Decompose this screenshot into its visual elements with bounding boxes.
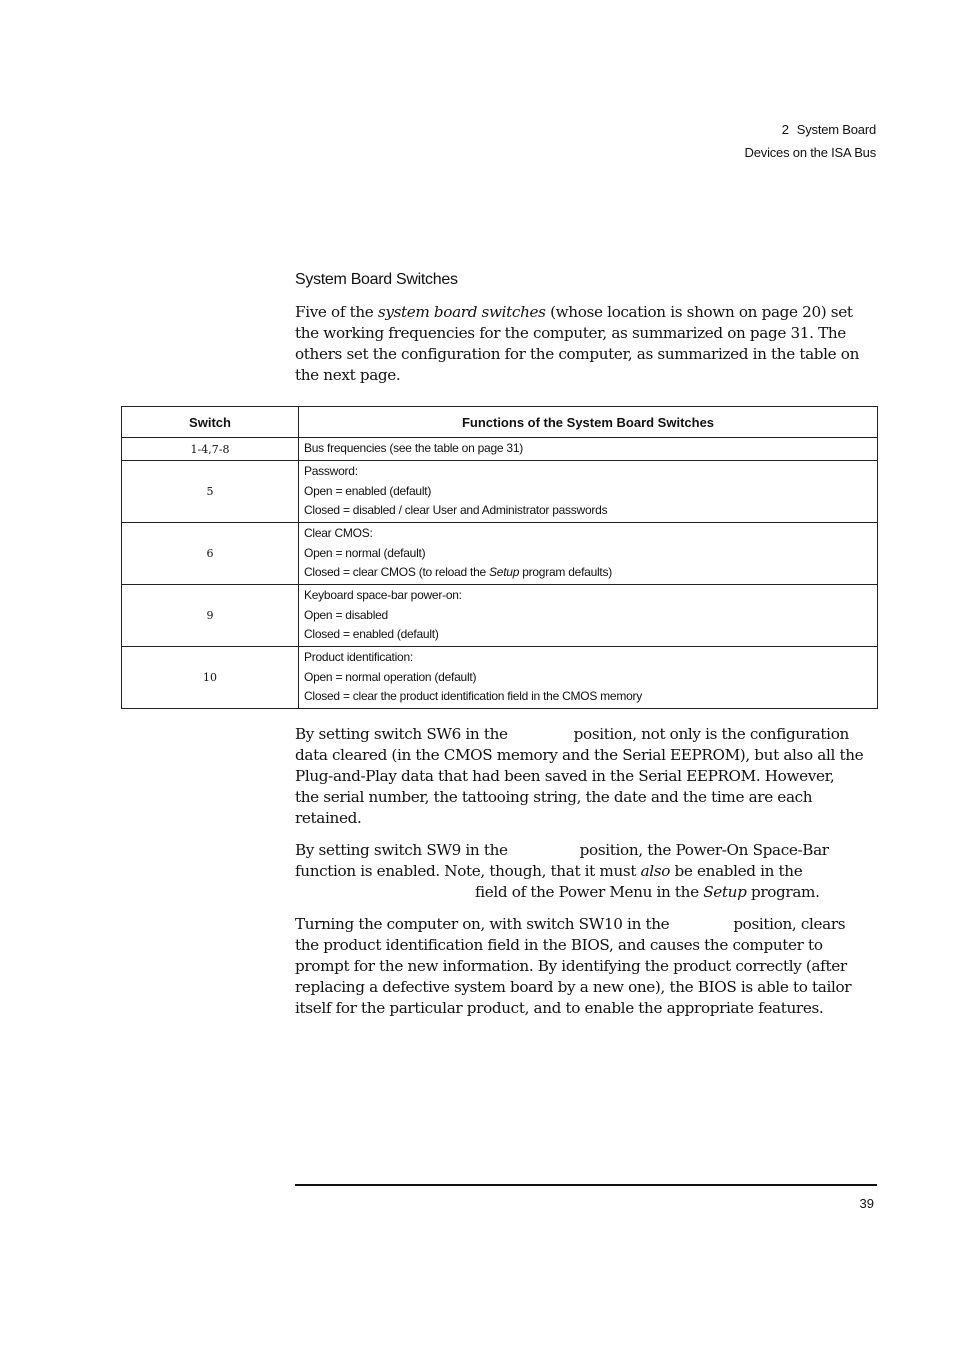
switch-number: 6	[122, 523, 299, 585]
intro-line-3: others set the configuration for the computer, as summarized in the table on	[295, 345, 860, 363]
switch-number: 1-4,7-8	[122, 438, 299, 461]
section-title: System Board Switches	[295, 271, 458, 288]
sw10-line-5: itself for the particular product, and to enable the appropriate features.	[295, 999, 824, 1017]
function-line: Open = normal (default)	[304, 545, 426, 560]
function-line: Closed = disabled / clear User and Administrator passwords	[304, 503, 608, 518]
function-line: Keyboard space-bar power-on:	[304, 588, 462, 603]
table-header-row	[122, 407, 878, 438]
header-switch: Switch	[122, 407, 299, 438]
switches-table	[121, 406, 878, 709]
chapter-title: System Board	[796, 122, 876, 137]
sw9-line-1: By setting switch SW9 in the position, the Power-On Space-Bar	[295, 841, 829, 859]
sw6-line-2: data cleared (in the CMOS memory and the Serial EEPROM), but also all the	[295, 746, 864, 764]
function-line: Open = disabled	[304, 607, 388, 622]
sw10-paragraph	[295, 914, 877, 1019]
section-heading: Devices on the ISA Bus	[744, 145, 876, 160]
sw9-paragraph	[295, 840, 877, 903]
table-row	[122, 438, 878, 461]
chapter-number: 2	[781, 122, 789, 137]
intro-line-2: the working frequencies for the computer, as summarized on page 31. The	[295, 324, 846, 342]
switch-number: 9	[122, 585, 299, 647]
emphasis-setup: Setup	[489, 565, 520, 580]
sw10-line-3: prompt for the new information. By identifying the product correctly (after	[295, 957, 847, 975]
function-line: Password:	[304, 464, 358, 479]
table-row	[122, 523, 878, 585]
table-row	[122, 585, 878, 647]
function-line: Open = normal operation (default)	[304, 669, 477, 684]
function-line: Product identification:	[304, 650, 413, 665]
sw6-paragraph	[295, 724, 877, 829]
sw6-line-3: Plug-and-Play data that had been saved in the Serial EEPROM. However,	[295, 767, 835, 785]
switch-function	[299, 523, 878, 585]
sw10-line-2: the product identification field in the BIOS, and causes the computer to	[295, 936, 823, 954]
emphasis-system-board-switches: system board switches	[377, 303, 546, 321]
switch-function	[299, 585, 878, 647]
switch-function	[299, 647, 878, 709]
sw10-line-4: replacing a defective system board by a new one), the BIOS is able to tailor	[295, 978, 852, 996]
function-line: Bus frequencies (see the table on page 31)	[304, 441, 523, 456]
table-row	[122, 461, 878, 523]
page-number: 39	[859, 1196, 874, 1211]
emphasis-also: also	[640, 862, 671, 880]
switch-number: 10	[122, 647, 299, 709]
switch-function	[299, 461, 878, 523]
sw6-line-1: By setting switch SW6 in the position, not only is the configuration	[295, 725, 849, 743]
intro-paragraph	[295, 302, 877, 386]
function-line: Closed = enabled (default)	[304, 627, 439, 642]
footer-divider	[295, 1184, 877, 1186]
function-line: Open = enabled (default)	[304, 483, 432, 498]
sw10-line-1: Turning the computer on, with switch SW10 in the position, clears	[295, 915, 846, 933]
intro-line-1: Five of the system board switches (whose location is shown on page 20) set	[295, 303, 853, 321]
switch-function	[299, 438, 878, 461]
intro-line-4: the next page.	[295, 366, 401, 384]
function-line: Clear CMOS:	[304, 526, 373, 541]
table-row	[122, 647, 878, 709]
function-line: Closed = clear the product identification field in the CMOS memory	[304, 689, 642, 704]
sw9-line-3: field of the Power Menu in the Setup program.	[475, 883, 820, 901]
sw9-line-2: function is enabled. Note, though, that it must also be enabled in the	[295, 862, 803, 880]
emphasis-setup: Setup	[703, 883, 747, 901]
sw6-line-4: the serial number, the tattooing string, the date and the time are each	[295, 788, 813, 806]
header-functions: Functions of the System Board Switches	[299, 407, 878, 438]
running-head	[745, 118, 876, 164]
chapter-heading	[745, 118, 876, 141]
sw6-line-5: retained.	[295, 809, 362, 827]
function-line: Closed = clear CMOS (to reload the Setup program defaults)	[304, 565, 613, 580]
switch-number: 5	[122, 461, 299, 523]
